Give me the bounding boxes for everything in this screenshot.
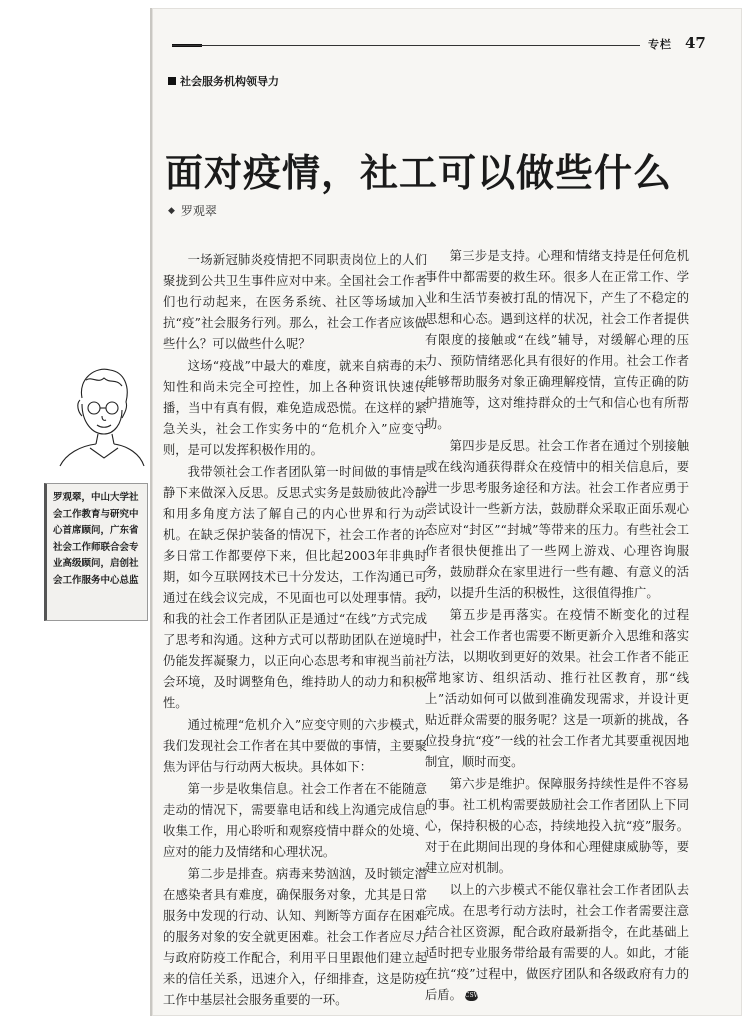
author-name: 罗观翠 [180,204,217,218]
paragraph: 第六步是维护。保障服务持续性是件不容易的事。社工机构需要鼓励社会工作者团队上下同心，保持积极的心态，持续地投入抗“疫”服务。对于在此期间出现的身体和心理健康威胁等，要建立应对机制。 [425,777,689,875]
page-number: 47 [685,34,706,52]
section-heading [168,73,279,89]
end-of-article-mark: CSW [464,991,480,999]
paragraph: 通过梳理“危机介入”应变守则的六步模式，我们发现社会工作者在其中要做的事情，主要聚焦为评估与行动两大板块。具体如下： [163,718,427,774]
paragraph: 这场“疫战”中最大的难度，就来自病毒的未知性和尚未完全可控性，加上各种资讯快速传播，当中有真有假，难免造成恐慌。在这样的紧急关头，社会工作实务中的“危机介入”应变守则，是可以发挥积极作用的。 [163,359,427,457]
section-label: 社会服务机构领导力 [180,75,279,88]
author-line [168,202,217,219]
author-portrait-sketch [52,358,148,468]
author-bio-box: 罗观翠，中山大学社会工作教育与研究中心首席顾问，广东省社会工作师联合会专业高级顾问，启创社会工作服务中心总监 [44,483,148,621]
header-rule [172,45,640,46]
paragraph: 第一步是收集信息。社会工作者在不能随意走动的情况下，需要靠电话和线上沟通完成信息收集工作，用心聆听和观察疫情中群众的处境、应对的能力及情绪和心理状况。 [163,782,427,859]
paragraph: 一场新冠肺炎疫情把不同职责岗位上的人们聚拢到公共卫生事件应对中来。全国社会工作者们也行动起来，在医务系统、社区等场域加入抗“疫”社会服务行列。那么，社会工作者应该做些什么？可以做些什么呢？ [163,253,427,351]
paragraph-last [425,880,689,1006]
paragraph: 第四步是反思。社会工作者在通过个别接触或在线沟通获得群众在疫情中的相关信息后，要进一步思考服务途径和方法。社会工作者应勇于尝试设计一些新方法，鼓励群众采取正面乐观心态应对“封区”“封城”等带来的压力。有些社会工作者很快便推出了一些网上游戏、心理咨询服务，鼓励群众在家里进行一些有趣、有意义的活动，以提升生活的积极性，这很值得推广。 [425,439,689,600]
article-title: 面对疫情，社工可以做些什么 [165,151,673,195]
paragraph: 第二步是排查。病毒来势汹汹，及时锁定潜在感染者具有难度，确保服务对象，尤其是日常服务中发现的行动、认知、判断等方面存在困难的服务对象的安全就更困难。社会工作者应尽力与政府防疫工作配合，利用平日里跟他们建立起来的信任关系，迅速介入，仔细排查，这是防疫工作中基层社会服务重要的一环。 [163,867,427,1007]
square-bullet-icon [168,77,176,85]
paragraph: 我带领社会工作者团队第一时间做的事情是静下来做深入反思。反思式实务是鼓励彼此冷静和用多角度方法了解自己的内心世界和行为动机。在缺乏保护装备的情况下，社会工作者的许多日常工作都要停下来，但比起2003年非典时期，如今互联网技术已十分发达，工作沟通已可通过在线会议完成，不见面也可以处理事情。我和我的社会工作者团队正是通过“在线”方式完成了思考和沟通。这种方式可以帮助团队在逆境时仍能发挥凝聚力，以正向心态思考和审视当前社会环境，及时调整角色，维持助人的动力和积极性。 [163,465,427,710]
article-column-right [425,246,689,1007]
article-column-left [163,250,427,1012]
column-label: 专栏 [648,38,672,51]
paragraph: 第五步是再落实。在疫情不断变化的过程中，社会工作者也需要不断更新介入思维和落实方法，以期收到更好的效果。社会工作者不能正常地家访、组织活动、推行社区教育，那“线上”活动如何可以做到准确发现需求，并设计更贴近群众需要的服务呢？这是一项新的挑战，各位投身抗“疫”一线的社会工作者尤其要重视因地制宜，顺时而变。 [425,608,689,769]
diamond-bullet-icon: ◆ [168,205,175,216]
paragraph-text: 以上的六步模式不能仅靠社会工作者团队去完成。在思考行动方法时，社会工作者需要注意结合社区资源，配合政府最新指令，在此基础上适时把专业服务带给最有需要的人。如此，才能在抗“疫”过程中，做医疗团队和各级政府有力的后盾。 [425,883,689,1002]
paragraph: 第三步是支持。心理和情绪支持是任何危机事件中都需要的救生环。很多人在正常工作、学业和生活节奏被打乱的情况下，产生了不稳定的思想和心态。遇到这样的状况，社会工作者提供有限度的接触或“在线”辅导，对缓解心理的压力、预防情绪恶化具有很好的作用。社会工作者能够帮助服务对象正确理解疫情，宣传正确的防护措施等，这对维持群众的士气和信心也有所帮助。 [425,249,689,431]
